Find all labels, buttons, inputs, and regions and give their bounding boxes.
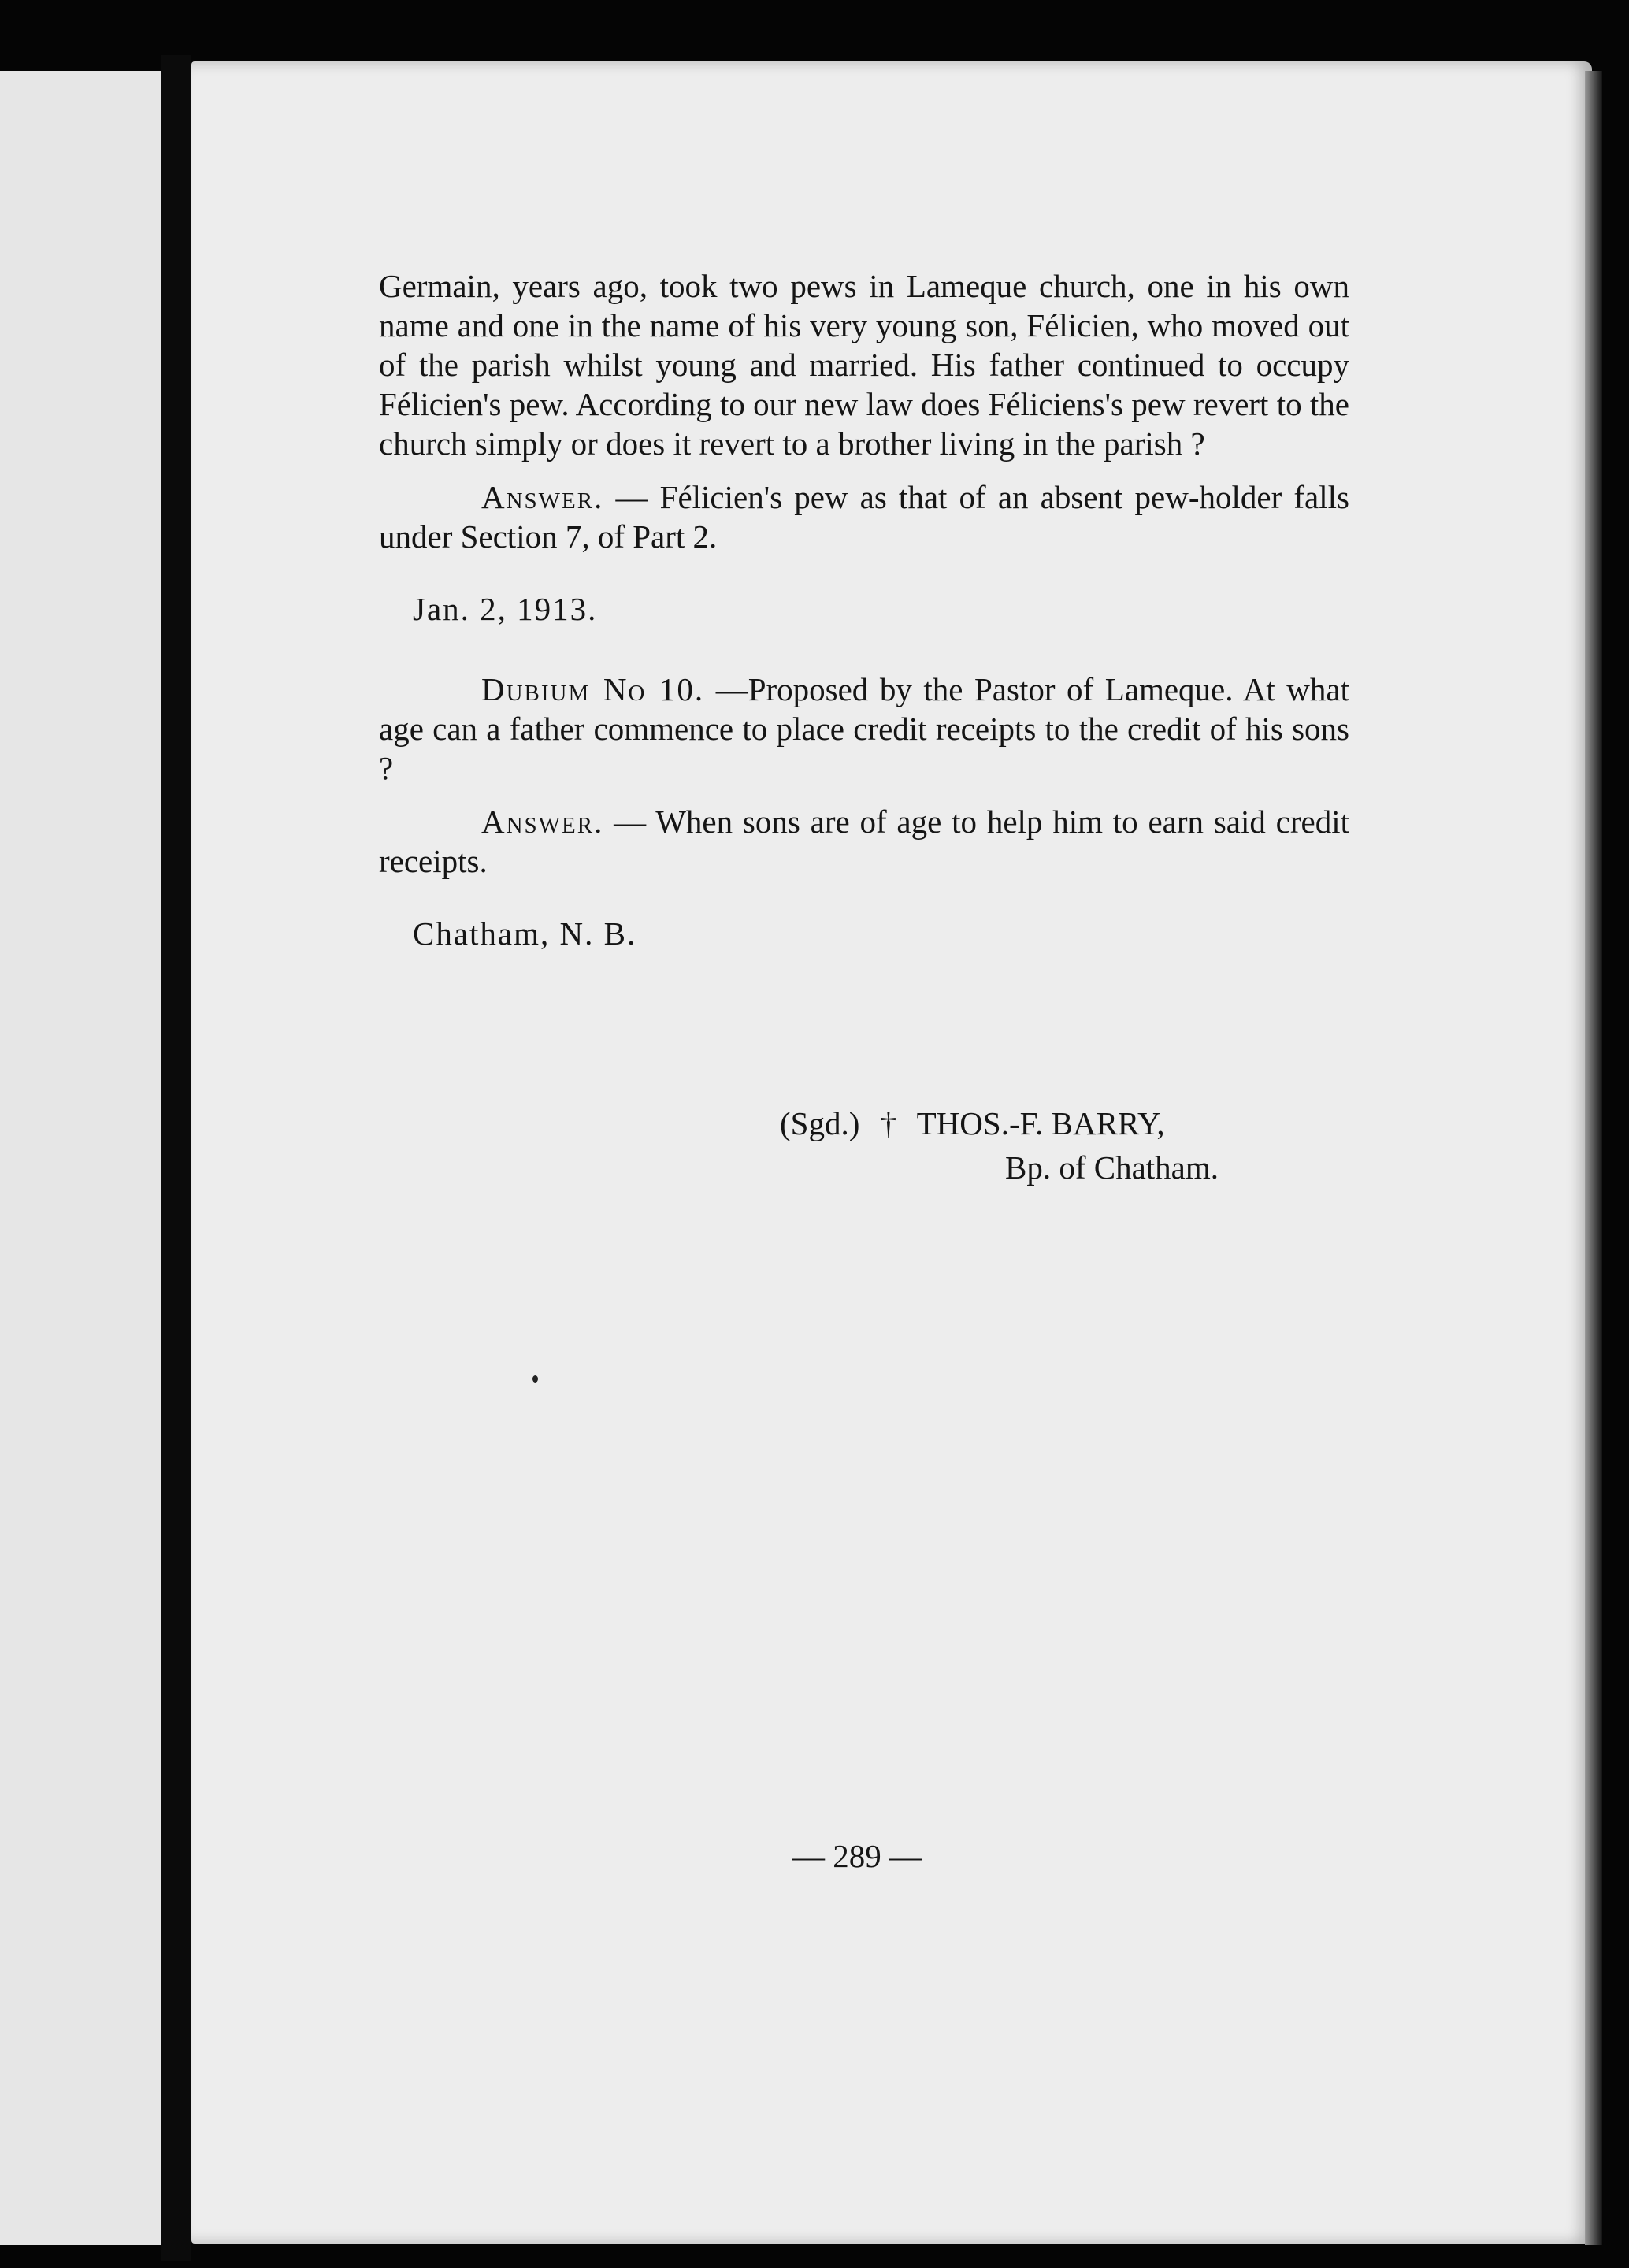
dubium-text: —Proposed by the Pastor of Lameque. At what age can a father commence to place credit receipts to the credit of his sons ?	[379, 671, 1349, 786]
answer-text: — When sons are of age to help him to earn said credit receipts.	[379, 804, 1350, 879]
previous-page-edge	[0, 71, 166, 2245]
page-number: — 289 —	[792, 1838, 922, 1874]
place-line: Chatham, N. B.	[413, 915, 637, 952]
book-gutter	[161, 55, 191, 2261]
answer-label: Answer.	[481, 804, 604, 840]
dubium-label: Dubium No 10.	[481, 671, 705, 707]
signatory-name: THOS.-F. BARRY,	[916, 1105, 1165, 1141]
answer-text: — Félicien's pew as that of an absent pew-holder falls under Section 7, of Part 2.	[379, 479, 1349, 555]
answer-label: Answer.	[481, 479, 604, 515]
page-fore-edge	[1585, 71, 1602, 2245]
paragraph-germain-pews: Germain, years ago, took two pews in Lameque church, one in his own name and one in the name of his very young son, Félicien, who moved out of the parish whilst young and married. His father continued to occupy Félicien's pew. According to our new law does Féliciens's pew revert to the church simply or does it revert to a brother living in the parish ?	[379, 268, 1349, 462]
folio-area	[191, 0, 1523, 2268]
episcopal-cross: †	[880, 1105, 897, 1141]
signed-marker: (Sgd.)	[780, 1105, 860, 1141]
date-line: Jan. 2, 1913.	[413, 591, 598, 627]
signatory-title: Bp. of Chatham.	[1005, 1149, 1219, 1186]
